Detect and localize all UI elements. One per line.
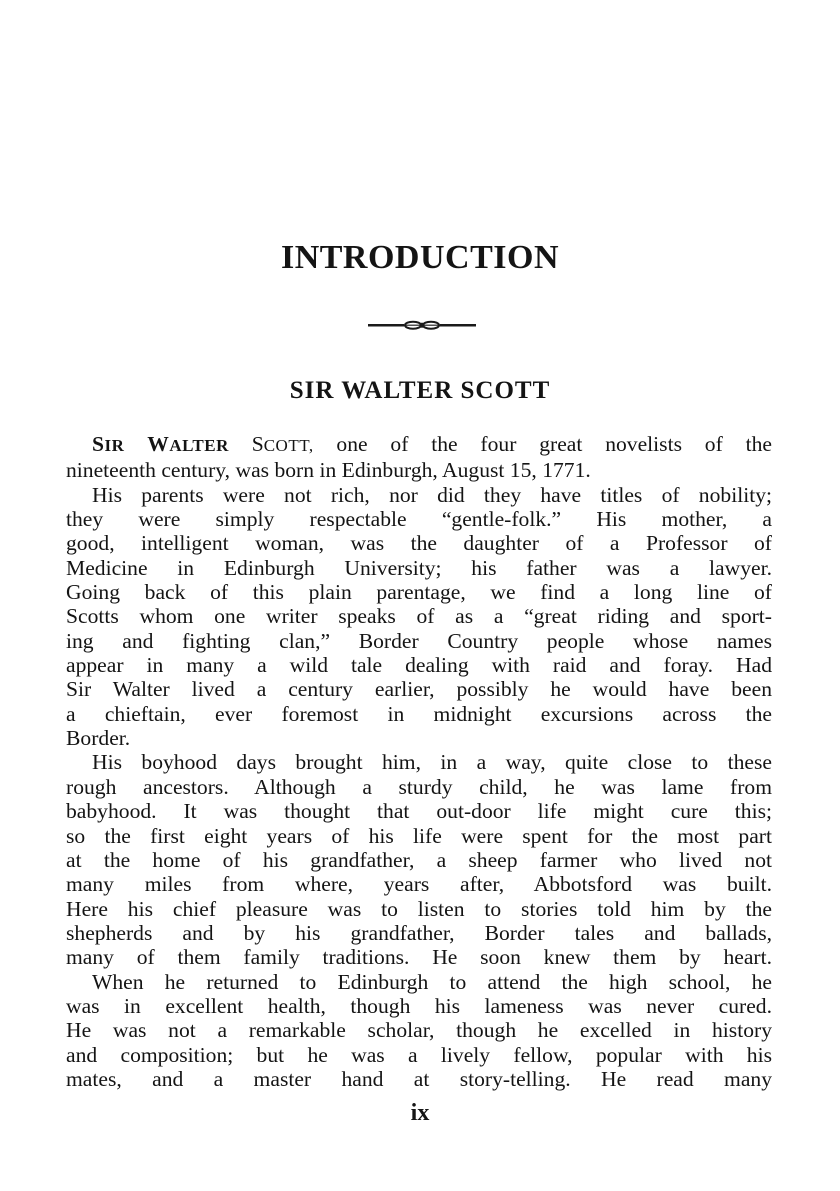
text-line: a chieftain, ever foremost in midnight excursions across the <box>66 701 772 726</box>
text-line: shepherds and by his grandfather, Border tales and ballads, <box>66 920 772 945</box>
text-line: appear in many a wild tale dealing with raid and foray. Had <box>66 653 772 678</box>
text-line: SIR WALTER SCOTT, one of the four great novelists of the <box>92 432 772 456</box>
text-line: When he returned to Edinburgh to attend the high school, he <box>92 969 772 994</box>
text-line: Scotts whom one writer speaks of as a “great riding and sport- <box>66 604 772 629</box>
text-line: Going back of this plain parentage, we find a long line of <box>66 580 772 605</box>
text-line: He was not a remarkable scholar, though he excelled in history <box>66 1018 772 1043</box>
section-title-rest: WALTER SCOTT <box>334 377 551 404</box>
text-line: babyhood. It was thought that out-door life might cure this; <box>66 799 772 824</box>
text-line: rough ancestors. Although a sturdy child, he was lame from <box>66 774 772 799</box>
section-title-first-word: SIR <box>289 377 335 404</box>
text-line: many of them family traditions. He soon knew them by heart. <box>66 945 772 970</box>
text-line: at the home of his grandfather, a sheep farmer who lived not <box>66 847 772 872</box>
body-text <box>66 432 772 1091</box>
text-line: Medicine in Edinburgh University; his father was a lawyer. <box>66 555 772 580</box>
ornament-divider <box>368 318 476 332</box>
page-number: ix <box>410 1100 430 1126</box>
text-line: was in excellent health, though his lameness was never cured. <box>66 993 772 1018</box>
text-line: many miles from where, years after, Abbotsford was built. <box>66 872 772 897</box>
text-line: His boyhood days brought him, in a way, quite close to these <box>92 750 772 775</box>
section-title <box>0 374 840 408</box>
text-line: Border. <box>66 726 131 751</box>
text-line: ing and fighting clan,” Border Country people whose names <box>66 628 772 653</box>
text-line: His parents were not rich, nor did they have titles of nobility; <box>92 482 772 507</box>
chapter-heading: INTRODUCTION <box>280 239 560 276</box>
text-line: mates, and a master hand at story-telling. He read many <box>66 1066 772 1091</box>
text-line: they were simply respectable “gentle-folk.” His mother, a <box>66 507 772 532</box>
text-line: nineteenth century, was born in Edinburgh, August 15, 1771. <box>66 458 591 483</box>
text-line: and composition; but he was a lively fellow, popular with his <box>66 1042 772 1067</box>
text-line: Sir Walter lived a century earlier, possibly he would have been <box>66 677 772 702</box>
text-line: so the first eight years of his life were spent for the most part <box>66 823 772 848</box>
text-line: Here his chief pleasure was to listen to stories told him by the <box>66 896 772 921</box>
text-line: good, intelligent woman, was the daughter of a Professor of <box>66 531 772 556</box>
